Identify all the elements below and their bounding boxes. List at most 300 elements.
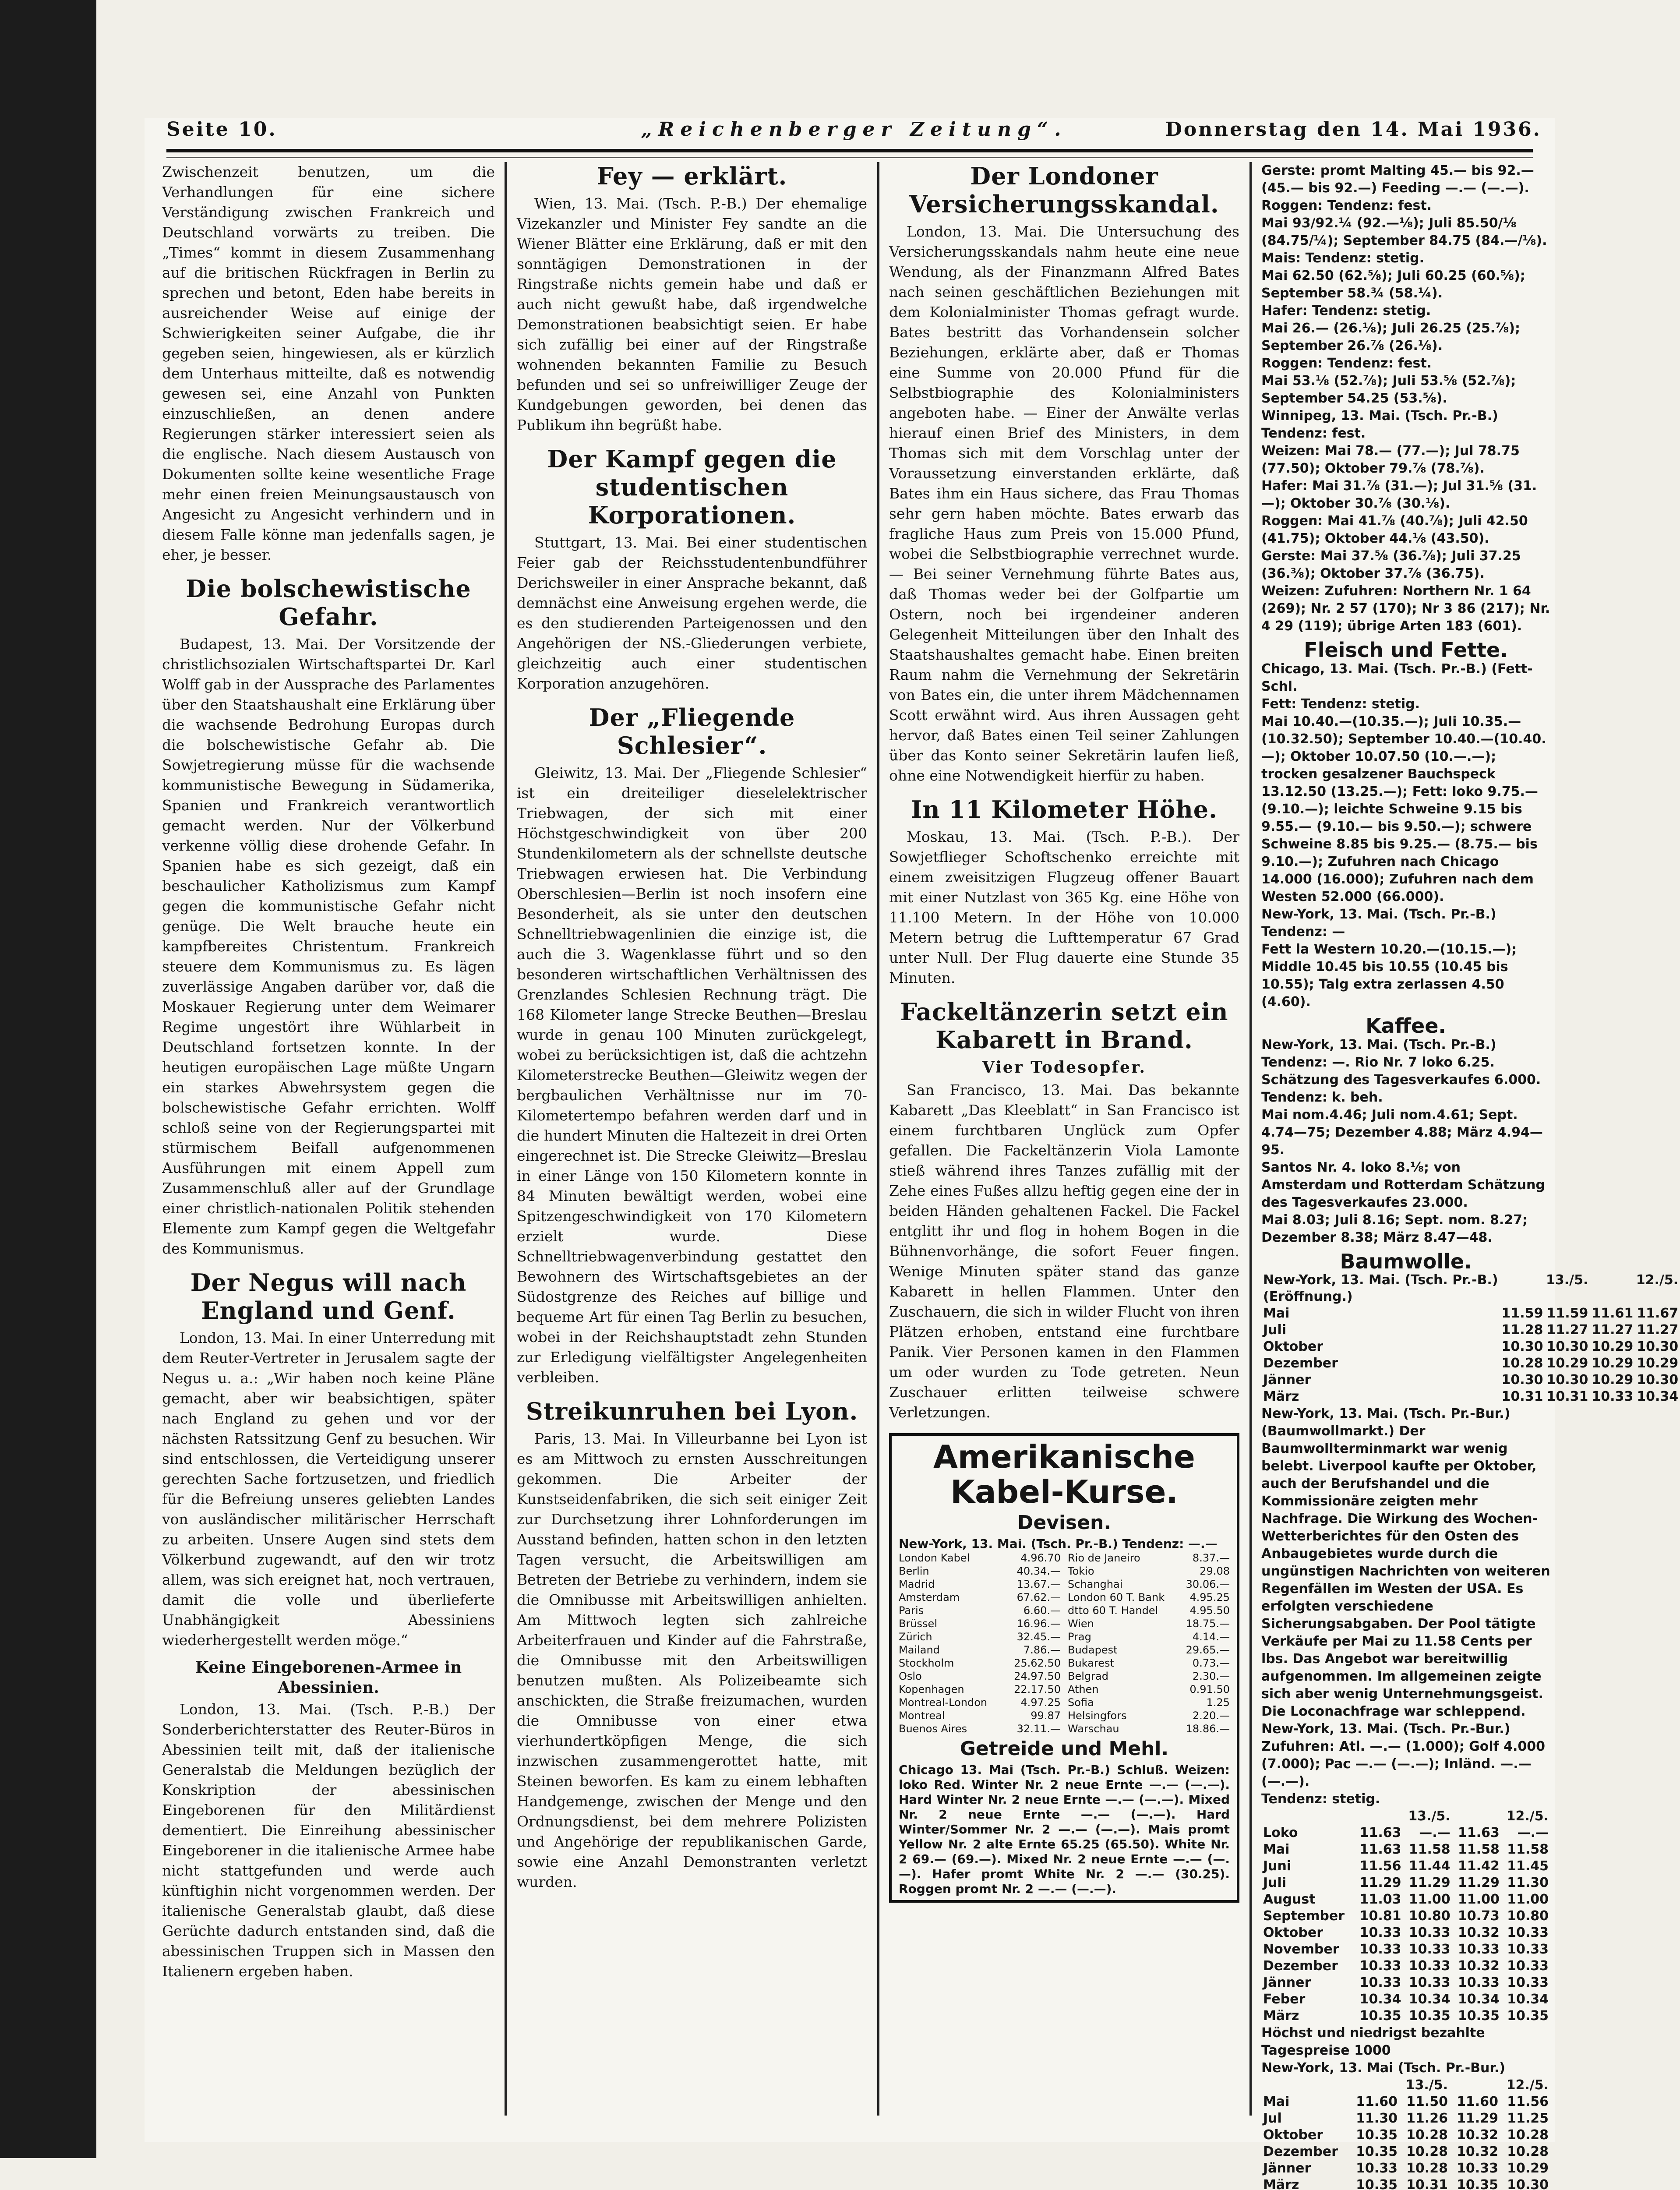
currency-rate: 40.34.— — [1016, 1565, 1061, 1577]
article-text: London, 13. Mai. Die Untersuchung des Versicherungsskandals nahm heute eine neue Wendung, als der Finanzmann Alfred Bates nach seinen geschäftlichen Beziehungen mit dem Kolonialminister Thomas gefragt wurde. Bates bestritt das Vorhandensein solcher Beziehungen, erklärte aber, daß er Thomas eine Summe von 20.000 Pfund für die Selbstbiographie des Kolonialministers angeboten habe. — Einer der Anwälte verlas hierauf einen Brief des Ministers, in dem Thomas sich mit dem Vorschlag unter der Voraussetzung einverstanden erklärte, daß Bates ihm ein Haus sichere, das Frau Thomas sehr gern haben möchte. Bates erwarb das fragliche Haus zum Preis von 15.000 Pfund, wobei die Selbstbiographie verrechnet wurde. — Bei seiner Vernehmung führte Bates aus, daß Thomas weder bei der Golfpartie um Ostern, noch bei irgendeiner anderen Gelegenheit Mitteilungen über den Inhalt des Staatshaushaltes gemacht habe. Einen breiten Raum nahm die Vernehmung der Sekretärin von Bates ein, die unter ihrem Mädchennamen Scott erwähnt wird. Aus ihren Aussagen geht hervor, daß Bates einen Teil seiner Zahlungen über das Konto seiner Sekretärin laufen ließ, ohne eine Notwendigkeit hierfür zu haben. — [889, 223, 1239, 784]
price-cell: 10.33 — [1458, 1942, 1500, 1957]
table-row — [1261, 1941, 1550, 1958]
price-cell: 10.33 — [1592, 1389, 1634, 1404]
price-cell: 10.28 — [1406, 2161, 1448, 2176]
currency-name: Montreal-London — [899, 1696, 988, 1709]
currency-row — [899, 1630, 1061, 1643]
quote-line: Mai 8.03; Juli 8.16; Sept. nom. 8.27; Dezember 8.38; März 8.47—48. — [1261, 1212, 1528, 1245]
currency-name: Amsterdam — [899, 1591, 960, 1604]
currency-row — [1068, 1683, 1230, 1696]
currency-row — [899, 1565, 1061, 1578]
price-cell: —.— — [1419, 1825, 1451, 1840]
currency-rate: 4.96.70 — [1020, 1552, 1061, 1564]
table-row — [1261, 1925, 1550, 1941]
currency-rate: 4.95.25 — [1189, 1591, 1230, 1604]
currency-row — [899, 1578, 1061, 1591]
currencies-heading: Devisen. — [1017, 1512, 1112, 1534]
quote-line: Mai 26.— (26.⅛); Juli 26.25 (25.⅞); September 26.⅞ (26.⅛). — [1261, 321, 1520, 353]
row-label: Juli — [1263, 1322, 1287, 1338]
column-2 — [517, 162, 867, 2116]
table-row — [1261, 1825, 1550, 1841]
price-cell: 11.44 — [1408, 1858, 1451, 1874]
price-cell: 11.30 — [1507, 1875, 1549, 1890]
article-text: London, 13. Mai. In einer Unterredung mit dem Reuter-Vertreter in Jerusalem sagte der Negus u. a.: „Wir haben noch keine Pläne gemacht, aber wir beabsichtigen, später nach England zu gehen und vor der nächsten Ratssitzung Genf zu besuchen. Wir sind entschlossen, die Verteidigung unserer gerechten Sache fortzusetzen, und friedlich für die Befreiung unseres geliebten Landes von ausländischer militärischer Herrschaft zu arbeiten. Unsere Augen sind stets dem Völkerbund zugewandt, auf den wir trotz allem, was sich ereignet hat, noch vertrauen, damit die volle und überlieferte Unabhängigkeit Abessiniens wiederhergestellt werden möge.“ — [162, 1329, 495, 1649]
currency-rate: 30.06.— — [1186, 1578, 1230, 1590]
table-header-row — [1261, 1272, 1680, 1289]
cotton2-rows — [1261, 1825, 1550, 2024]
price-cell: 10.31 — [1501, 1389, 1543, 1404]
row-label: Mai — [1263, 1306, 1290, 1321]
row-label: Jänner — [1263, 1975, 1311, 1990]
row-label: Juli — [1263, 1875, 1287, 1890]
table-row — [1261, 1339, 1680, 1355]
cable-rates-box — [889, 1433, 1239, 1903]
headline-negus: Der Negus will nach England und Genf. — [190, 1268, 467, 1325]
currency-name: dtto 60 T. Handel — [1068, 1604, 1158, 1617]
currency-name: Sofia — [1068, 1696, 1094, 1709]
issue-date: Donnerstag den 14. Mai 1936. — [1165, 118, 1542, 141]
price-cell: 11.30 — [1356, 2111, 1398, 2126]
price-cell: 10.34 — [1637, 1389, 1679, 1404]
price-cell: 11.60 — [1356, 2094, 1398, 2109]
table-row — [1261, 2008, 1550, 2024]
quote-line: Santos Nr. 4. loko 8.⅛; von Amsterdam und Rotterdam Schätzung des Tagesverkaufes 23.000. — [1261, 1160, 1545, 1210]
currency-rate: 29.08 — [1200, 1565, 1230, 1577]
column-1 — [162, 162, 495, 2116]
cotton-table-2 — [1261, 1808, 1550, 2024]
currency-row — [899, 1604, 1061, 1617]
market-heading-cotton: Baumwolle. — [1340, 1250, 1472, 1273]
price-cell: 10.35 — [1507, 2008, 1549, 2024]
currency-row — [899, 1709, 1061, 1722]
article-text: London, 13. Mai. (Tsch. P.-B.) Der Sonderberichterstatter des Reuter-Büros in Abessinien teilt mit, daß der italienische Generalstab die Meldungen bezüglich der Konskription der abessinischen Eingeborenen für den Militärdienst dementiert. Die Einreihung abessinischer Eingeborener in die italienische Armee habe nicht stattgefunden und werde auch künftighin nicht vorgenommen werden. Der italienische Generalstab glaubt, daß diese Gerüchte dadurch entstanden sind, daß die abessinischen Truppen sich in Massen den Italienern ergeben haben. — [162, 1701, 495, 1980]
table-header: 13./5. — [1408, 1809, 1451, 1824]
quote-line: Weizen: Zufuhren: Northern Nr. 1 64 (269); Nr. 2 57 (170); Nr 3 86 (217); Nr. 4 29 (119); übrige Arten 183 (601). — [1261, 583, 1550, 634]
currency-name: Rio de Janeiro — [1068, 1552, 1140, 1564]
quote-line: Fett: Tendenz: stetig. — [1261, 696, 1420, 712]
table-row — [1261, 1388, 1680, 1405]
price-cell: —.— — [1517, 1825, 1549, 1840]
price-cell: 10.33 — [1507, 1958, 1549, 1974]
row-label: Mai — [1263, 2094, 1290, 2109]
price-cell: 10.35 — [1356, 2144, 1398, 2159]
table-row — [1261, 1908, 1550, 1925]
row-label: März — [1263, 2008, 1299, 2024]
quote-line: Mai 53.⅛ (52.⅞); Juli 53.⅝ (52.⅞); September 54.25 (53.⅝). — [1261, 373, 1516, 406]
price-cell: 10.29 — [1507, 2161, 1549, 2176]
price-cell: 10.33 — [1408, 1958, 1451, 1974]
price-cell: 10.29 — [1637, 1356, 1679, 1371]
price-cell: 10.28 — [1406, 2127, 1448, 2143]
article-text: Paris, 13. Mai. In Villeurbanne bei Lyon ist es am Mittwoch zu ernsten Ausschreitungen gekommen. Die Arbeiter der Kunstseidenfabriken, die sich seit einiger Zeit zur Durchsetzung ihrer Lohnforderungen im Ausstand befinden, hatten schon in den letzten Tagen versucht, die Arbeitswilligen am Betreten der Betriebe zu verhindern, indem sie die Omnibusse mit Arbeitswilligen anhielten. Am Mittwoch legten sich zahlreiche Arbeiterfrauen und Kinder auf die Fahrstraße, die Omnibusse mit den Arbeitswilligen benutzen mußten. Als Polizeibeamte sich anschickten, die Straße freizumachen, wurden die Omnibusse von einer etwa vierhundertköpfigen Menge, die sich inzwischen zusammengerottet hatte, mit Steinen beworfen. Es kam zu einem lebhaften Handgemenge, zwischen der Menge und den Ordnungsdienst, bei dem mehrere Polizisten und Angehörige der republikanischen Garde, sowie eine Anzahl Demonstranten verletzt wurden. — [517, 1430, 867, 1890]
cable-rates-title: Amerikanische Kabel-Kurse. — [933, 1438, 1195, 1510]
currency-rate: 1.25 — [1206, 1696, 1230, 1709]
table-header: New-York, 13. Mai. (Tsch. Pr.-B.) — [1263, 1272, 1498, 1288]
newspaper-page — [145, 118, 1679, 2190]
headline-lyon-strike: Streikunruhen bei Lyon. — [526, 1397, 858, 1425]
price-cell: 11.29 — [1457, 2111, 1498, 2126]
price-cell: 10.35 — [1356, 2127, 1398, 2143]
subheadline-native-army: Keine Eingeborenen-Armee in Abessinien. — [195, 1658, 462, 1697]
quote-line: Gerste: promt Malting 45.— bis 92.— (45.— bis 92.—) Feeding —.— (—.—). — [1261, 163, 1534, 196]
price-cell: 10.34 — [1359, 1992, 1401, 2007]
currency-row — [899, 1591, 1061, 1604]
price-cell: 10.33 — [1359, 1942, 1401, 1957]
table-row — [1261, 1305, 1680, 1322]
article-text: San Francisco, 13. Mai. Das bekannte Kabarett „Das Kleeblatt“ in San Francisco ist einem furchtbaren Unglück zum Opfer gefallen. Die Fackeltänzerin Viola Lamonte stieß während ihres Tanzes zufällig mit der Zehe eines Fußes allzu heftig gegen eine der in beiden Händen gehaltenen Fackel. Die Fackel entglitt ihr und flog in hohem Bogen in die Bühnenvorhänge, die sofort Feuer fingen. Wenige Minuten später stand das ganze Kabarett in hellen Flammen. Unter den Zuschauern, die sich in wilder Flucht von ihren Plätzen erhoben, entstand eine furchtbare Panik. Vier Personen kamen in den Flammen um oder wurden zu Tode getreten. Neun Zuschauer erlitten teilweise schwere Verletzungen. — [889, 1081, 1239, 1421]
high-low-title: Höchst und niedrigst bezahlte Tagespreise 1000 — [1261, 2025, 1485, 2058]
article-text: Stuttgart, 13. Mai. Bei einer studentischen Feier gab der Reichsstudentenbundführer Derichsweiler in einer Ansprache bekannt, daß demnächst eine Anweisung ergehen werde, die es den studierenden Parteigenossen und den Angehörigen der NS.-Gliederungen verbiete, gleichzeitig auch einer studentischen Korporation anzugehören. — [517, 534, 867, 692]
price-cell: 11.56 — [1359, 1858, 1401, 1874]
currency-row — [1068, 1551, 1230, 1565]
quote-line: Tendenz: fest. — [1261, 426, 1366, 441]
table-row — [1261, 1975, 1550, 1991]
currency-name: Tokio — [1068, 1565, 1094, 1577]
price-cell: 10.34 — [1507, 1992, 1549, 2007]
quote-line: Mai nom.4.46; Juli nom.4.61; Sept. 4.74—75; Dezember 4.88; März 4.94—95. — [1261, 1107, 1543, 1158]
price-cell: 11.59 — [1546, 1306, 1588, 1321]
price-cell: 11.60 — [1457, 2094, 1498, 2109]
price-cell: 10.32 — [1457, 2144, 1498, 2159]
price-cell: 11.26 — [1406, 2111, 1448, 2126]
column-divider — [877, 162, 879, 2116]
price-cell: 10.29 — [1592, 1356, 1634, 1371]
currency-row — [1068, 1709, 1230, 1722]
price-cell: 11.63 — [1458, 1825, 1500, 1840]
quote-line: Weizen: Mai 78.— (77.—); Jul 78.75 (77.50); Oktober 79.⅞ (78.⅞). — [1261, 443, 1520, 476]
headline-cabaret-fire: Fackeltänzerin setzt ein Kabarett in Brand. — [900, 998, 1228, 1054]
currency-rate: 32.45.— — [1016, 1631, 1061, 1643]
table-header: 12./5. — [1506, 2077, 1549, 2093]
price-cell: 11.58 — [1507, 1842, 1549, 1857]
row-label: März — [1263, 2177, 1299, 2190]
price-cell: 10.73 — [1458, 1908, 1500, 1924]
price-cell: 10.29 — [1546, 1356, 1588, 1371]
currencies-header-line: New-York, 13. Mai. (Tsch. Pr.-B.) Tendenz: —.— — [899, 1537, 1218, 1551]
quote-line: Mai 93/92.¼ (92.—⅛); Juli 85.50/⅛ (84.75/¼); September 84.75 (84.—/⅛). — [1261, 215, 1547, 248]
price-cell: 10.35 — [1458, 2008, 1500, 2024]
market-heading-meat: Fleisch und Fette. — [1304, 638, 1508, 662]
currency-row — [899, 1643, 1061, 1657]
headline-fey: Fey — erklärt. — [596, 162, 787, 190]
price-cell: 10.30 — [1507, 2177, 1549, 2190]
row-label: November — [1263, 1942, 1339, 1957]
currency-rate: 13.67.— — [1016, 1578, 1061, 1590]
quote-line: New-York, 13. Mai. (Tsch. Pr.-B.) — [1261, 907, 1496, 922]
price-cell: 11.42 — [1458, 1858, 1500, 1874]
row-label: Dezember — [1263, 1958, 1338, 1974]
price-cell: 10.34 — [1408, 1992, 1451, 2007]
table-row — [1261, 2127, 1550, 2144]
table-row — [1261, 1875, 1550, 1891]
high-low-table — [1261, 2077, 1550, 2190]
price-cell: 11.45 — [1507, 1858, 1549, 1874]
price-cell: 11.63 — [1359, 1825, 1401, 1840]
table-subheader: (Eröffnung.) — [1263, 1289, 1353, 1304]
currency-row — [899, 1696, 1061, 1709]
table-row — [1261, 2144, 1550, 2160]
row-label: März — [1263, 1389, 1299, 1404]
price-cell: 11.67 — [1637, 1306, 1679, 1321]
price-cell: 10.30 — [1637, 1339, 1679, 1354]
price-cell: 11.29 — [1458, 1875, 1500, 1890]
currency-rate: 4.14.— — [1192, 1631, 1230, 1643]
cotton2-header: New-York, 13. Mai. (Tsch. Pr.-Bur.) — [1261, 1721, 1511, 1737]
price-cell: 10.33 — [1408, 1975, 1451, 1990]
currency-row — [1068, 1565, 1230, 1578]
currency-name: Zürich — [899, 1631, 932, 1643]
currency-name: Brüssel — [899, 1618, 937, 1630]
price-cell: 10.32 — [1458, 1925, 1500, 1940]
currency-row — [1068, 1591, 1230, 1604]
currency-row — [1068, 1643, 1230, 1657]
currency-name: Bukarest — [1068, 1657, 1114, 1669]
price-cell: 11.27 — [1546, 1322, 1588, 1338]
price-cell: 11.28 — [1501, 1322, 1543, 1338]
meat-quotes — [1261, 661, 1550, 1011]
quote-line: Winnipeg, 13. Mai. (Tsch. Pr.-B.) — [1261, 408, 1498, 424]
table-row — [1261, 1958, 1550, 1975]
quote-line: Mai 62.50 (62.⅝); Juli 60.25 (60.⅝); September 58.¾ (58.¼). — [1261, 268, 1525, 301]
row-label: Dezember — [1263, 1356, 1338, 1371]
row-label: August — [1263, 1892, 1316, 1907]
high-low-rows — [1261, 2094, 1550, 2190]
grain-heading: Getreide und Mehl. — [960, 1738, 1169, 1760]
price-cell: 10.33 — [1507, 1942, 1549, 1957]
table-row — [1261, 2094, 1550, 2110]
quote-line: Mais: Tendenz: stetig. — [1261, 251, 1424, 266]
headline-flying-silesian: Der „Fliegende Schlesier“. — [589, 703, 795, 759]
currency-row — [1068, 1696, 1230, 1709]
price-cell: 11.29 — [1359, 1875, 1401, 1890]
row-label: Oktober — [1263, 1925, 1324, 1940]
currency-row — [899, 1722, 1061, 1735]
price-cell: 10.28 — [1507, 2127, 1549, 2143]
currency-name: London 60 T. Bank — [1068, 1591, 1165, 1604]
price-cell: 10.35 — [1356, 2177, 1398, 2190]
row-label: Jänner — [1263, 1372, 1311, 1388]
quote-line: Chicago, 13. Mai. (Tsch. Pr.-B.) (Fett-Schl. — [1261, 661, 1533, 694]
currency-row — [899, 1617, 1061, 1630]
currency-rate: 24.97.50 — [1014, 1670, 1061, 1682]
row-label: Loko — [1263, 1825, 1298, 1840]
currency-row — [1068, 1722, 1230, 1735]
currency-rate: 2.20.— — [1192, 1710, 1230, 1722]
price-cell: 10.30 — [1637, 1372, 1679, 1388]
currency-rate: 16.96.— — [1016, 1618, 1061, 1630]
grain-text: Chicago 13. Mai (Tsch. Pr.-B.) Schluß. Weizen: loko Red. Winter Nr. 2 neue Ernte —.— (—.—). Hard Winter Nr. 2 neue Ernte —.— (—.—). Mixed Nr. 2 neue Ernte —.— (—.—). Hard Winter/Sommer Nr. 2 —.— (—.—). Mais promt Yellow Nr. 2 alte Ernte 65.25 (65.50). White Nr. 2 69.— (69.—). Mixed Nr. 2 neue Ernte —.— (—.—). Hafer promt White Nr. 2 —.— (30.25). Roggen promt Nr. 2 —.— (—.—). — [899, 1763, 1230, 1896]
price-cell: 11.25 — [1507, 2111, 1549, 2126]
currency-name: Kopenhagen — [899, 1683, 964, 1695]
currency-name: Madrid — [899, 1578, 935, 1590]
currency-table — [899, 1551, 1230, 1735]
row-label: Oktober — [1263, 1339, 1324, 1354]
price-cell: 10.33 — [1408, 1942, 1451, 1957]
subheadline-victims: Vier Todesopfer. — [982, 1058, 1147, 1077]
row-label: Juni — [1263, 1858, 1292, 1874]
grain-quotes — [1261, 162, 1550, 407]
currency-rate: 4.97.25 — [1020, 1696, 1061, 1709]
currency-row — [1068, 1604, 1230, 1617]
price-cell: 11.50 — [1406, 2094, 1448, 2109]
cotton-rows — [1261, 1305, 1680, 1405]
currency-name: Schanghai — [1068, 1578, 1123, 1590]
currency-row — [899, 1670, 1061, 1683]
price-cell: 10.33 — [1356, 2161, 1398, 2176]
currency-rate: 18.86.— — [1186, 1723, 1230, 1735]
currency-rate: 99.87 — [1031, 1710, 1061, 1722]
currency-rate: 7.86.— — [1023, 1644, 1061, 1656]
article-text: Wien, 13. Mai. (Tsch. P.-B.) Der ehemalige Vizekanzler und Minister Fey sandte an die Wiener Blätter eine Erklärung, daß er mit den sonntägigen Demonstrationen in der Ringstraße nichts gemein habe und daß er auch nicht gewußt habe, daß irgendwelche Demonstrationen beabsichtigt seien. Er habe sich zufällig bei einer auf der Ringstraße wohnenden bekannten Familie zu Besuch befunden und sei so unfreiwilliger Zeuge der Kundgebungen geworden, bei denen das Publikum ihn begrüßt habe. — [517, 195, 867, 434]
price-cell: 10.30 — [1546, 1372, 1588, 1388]
currency-rate: 2.30.— — [1192, 1670, 1230, 1682]
price-cell: 10.32 — [1457, 2127, 1498, 2143]
quote-line: Tendenz: — — [1261, 924, 1345, 940]
quote-line: Gerste: Mai 37.⅝ (36.⅞); Juli 37.25 (36.⅜); Oktober 37.⅞ (36.75). — [1261, 548, 1521, 581]
price-cell: 10.33 — [1408, 1925, 1451, 1940]
headline-altitude: In 11 Kilometer Höhe. — [911, 795, 1218, 823]
price-cell: 10.32 — [1458, 1958, 1500, 1974]
price-cell: 11.59 — [1501, 1306, 1543, 1321]
quote-line: Tendenz: —. Rio Nr. 7 loko 6.25. Schätzung des Tagesverkaufes 6.000. Tendenz: k. beh. — [1261, 1055, 1541, 1105]
price-cell: 10.30 — [1501, 1372, 1543, 1388]
quote-line: Roggen: Mai 41.⅞ (40.⅞); Juli 42.50 (41.75); Oktober 44.⅛ (43.50). — [1261, 513, 1528, 546]
headline-student-corporations: Der Kampf gegen die studentischen Korporationen. — [547, 445, 837, 529]
price-cell: 10.33 — [1457, 2161, 1498, 2176]
currency-rate: 8.37.— — [1192, 1552, 1230, 1564]
currency-rate: 25.62.50 — [1014, 1657, 1061, 1669]
currency-name: Helsingfors — [1068, 1710, 1127, 1722]
currency-row — [1068, 1617, 1230, 1630]
currency-name: Stockholm — [899, 1657, 954, 1669]
quote-line: Roggen: Tendenz: fest. — [1261, 356, 1432, 371]
currency-row — [1068, 1630, 1230, 1643]
currency-rate: 0.73.— — [1192, 1657, 1230, 1669]
quote-line: Zufuhren: Atl. —.— (1.000); Golf 4.000 (7.000); Pac —.— (—.—); Inländ. —.— (—.—). — [1261, 1739, 1546, 1789]
price-cell: 10.31 — [1406, 2177, 1448, 2190]
currency-row — [899, 1551, 1061, 1565]
price-cell: 10.30 — [1501, 1339, 1543, 1354]
price-cell: 11.29 — [1408, 1875, 1451, 1890]
currency-name: London Kabel — [899, 1552, 970, 1564]
row-label: Oktober — [1263, 2127, 1324, 2143]
cotton-report: New-York, 13. Mai. (Tsch. Pr.-Bur.) (Baumwollmarkt.) Der Baumwollterminmarkt war wenig belebt. Liverpool kaufte per Oktober, auch der Berufshandel und die Kommissionäre zeigten mehr Nachfrage. Die Wirkung des Wochen-Wetterberichtes für den Osten des Anbaugebietes wurde durch die ungünstigen Nachrichten von weiteren Regenfällen im Westen der USA. Es erfolgten verschiedene Sicherungsabgaben. Der Pool tätigte Verkäufe per Mai zu 11.58 Cents per lbs. Das Angebot war bereitwillig aufgenommen. Im allgemeinen zeigte sich aber wenig Unternehmungsgeist. Die Loconachfrage war schleppend. — [1261, 1406, 1550, 1719]
price-cell: 10.29 — [1592, 1339, 1634, 1354]
article-text: Moskau, 13. Mai. (Tsch. P.-B.). Der Sowjetflieger Schoftschenko erreichte mit einem zweisitzigen Flugzeug offener Bauart mit einer Nutzlast von 365 Kg. eine Höhe von 11.100 Metern. In der Höhe von 10.000 Metern betrug die Lufttemperatur 67 Grad unter Null. Der Flug dauerte eine Stunde 35 Minuten. — [889, 828, 1239, 986]
price-cell: 10.33 — [1359, 1925, 1401, 1940]
table-header: 12./5. — [1506, 1809, 1549, 1824]
price-cell: 10.30 — [1546, 1339, 1588, 1354]
price-cell: 11.00 — [1458, 1892, 1500, 1907]
price-cell: 10.35 — [1457, 2177, 1498, 2190]
quote-line: Mai 10.40.—(10.35.—); Juli 10.35.—(10.32.50); September 10.40.—(10.40.—); Oktober 10.07.50 (10.—.—); trocken gesalzener Bauchspeck 13.12.50 (13.25.—); Fett: loko 9.75.— (9.10.—); leichte Schweine 9.15 bis 9.55.— (9.10.— bis 9.50.—); schwere Schweine 8.85 bis 9.25.— (8.75.— bis 9.10.—); Zufuhren nach Chicago 14.000 (16.000); Zufuhren nach dem Westen 52.000 (66.000). — [1261, 714, 1546, 904]
winnipeg-quotes — [1261, 407, 1550, 635]
price-cell: 11.58 — [1458, 1842, 1500, 1857]
price-cell: 10.33 — [1507, 1925, 1549, 1940]
table-row — [1261, 2160, 1550, 2177]
currency-rate: 18.75.— — [1186, 1618, 1230, 1630]
currency-rate: 32.11.— — [1016, 1723, 1061, 1735]
price-cell: 11.61 — [1592, 1306, 1634, 1321]
price-cell: 10.34 — [1458, 1992, 1500, 2007]
currency-name: Warschau — [1068, 1723, 1119, 1735]
currency-name: Mailand — [899, 1644, 940, 1656]
article-text: Budapest, 13. Mai. Der Vorsitzende der christlichsozialen Wirtschaftspartei Dr. Karl Wolff gab in der Aussprache des Parlamentes über den Staatshaushalt eine Erklärung über die wachsende Bedrohung Europas durch die bolschewistische Gefahr ab. Die Sowjetregierung müsse für die wachsende kommunistische Bewegung in Südamerika, Spanien und Frankreich verantwortlich gemacht werden. Nur der Völkerbund verkenne völlig diese drohende Gefahr. In Spanien habe es sich gezeigt, daß ein beschaulicher Katholizismus zum Kampf gegen die kommunistische Gefahr nicht genüge. Die Welt brauche heute ein kampfbereites Christentum. Frankreich steuere dem Kommunismus zu. Es lägen zuverlässige Angaben darüber vor, daß die Moskauer Regierung unter dem Weimarer Regime ungestört ihre Wühlarbeit in Deutschland fortsetzen konnte. In der heutigen europäischen Lage müßte Ungarn ein starkes Abwehrsystem gegen die bolschewistische Gefahr errichten. Wolff schloß seine von der Regierungspartei mit stürmischem Beifall aufgenommenen Ausführungen mit einem Appell zum Zusammenschluß aller auf der Grundlage einer christlich-nationalen Politik stehenden Elemente zum Kampf gegen die Weltgefahr des Kommunismus. — [162, 636, 495, 1257]
price-cell: 11.56 — [1507, 2094, 1549, 2109]
price-cell: 10.28 — [1406, 2144, 1448, 2159]
currency-row — [1068, 1578, 1230, 1591]
table-row — [1261, 1372, 1680, 1388]
currency-rate: 4.95.50 — [1189, 1604, 1230, 1617]
column-divider — [505, 162, 507, 2116]
high-low-header: New-York, 13. Mai (Tsch. Pr.-Bur.) — [1261, 2060, 1506, 2076]
currency-row — [1068, 1670, 1230, 1683]
price-cell: 10.31 — [1546, 1389, 1588, 1404]
newspaper-title: „Reichenberger Zeitung“. — [641, 118, 1067, 141]
currency-name: Prag — [1068, 1631, 1091, 1643]
market-heading-coffee: Kaffee. — [1366, 1014, 1446, 1038]
price-cell: 10.35 — [1408, 2008, 1451, 2024]
article-text: Gleiwitz, 13. Mai. Der „Fliegende Schlesier“ ist ein dreiteiliger dieselelektrischer Triebwagen, der sich mit einer Höchstgeschwindigkeit von über 200 Stundenkilometern als der schnellste deutsche Triebwagen erwiesen hat. Die Verbindung Oberschlesien—Berlin ist noch insofern eine Besonderheit, als sie unter den deutschen Schnelltriebwagenlinien die einzige ist, die auch die 3. Wagenklasse führt und so den besonderen wirtschaftlichen Verhältnissen des Grenzlandes Schlesien Rechnung trägt. Die 168 Kilometer lange Strecke Beuthen—Breslau wurde in genau 100 Minuten zurückgelegt, wobei zu berücksichtigen ist, daß die achtzehn Kilometerstrecke Beuthen—Gleiwitz wegen der bergbaulichen Verhältnisse nur im 70-Kilometertempo befahren werden darf und in die hundert Minuten die Haltezeit in drei Orten eingerechnet ist. Die Strecke Gleiwitz—Breslau in einer Länge von 150 Kilometern konnte in 84 Minuten bewältigt werden, wobei eine Spitzengeschwindigkeit von 170 Kilometern erzielt wurde. Diese Schnelltriebwagenverbindung gestattet den Bewohnern des Wirtschaftsgebietes an der Südostgrenze des Reiches auf billige und bequeme Art für einen Tag Berlin zu besuchen, wobei in der Reichshauptstadt zehn Stunden zur Erledigung vielfältigster Angelegenheiten verbleiben. — [517, 764, 867, 1386]
headline-insurance-scandal: Der Londoner Versicherungsskandal. — [909, 162, 1219, 218]
currency-row — [899, 1657, 1061, 1670]
currency-rate: 22.17.50 — [1014, 1683, 1061, 1695]
table-row — [1261, 1322, 1680, 1339]
price-cell: 11.27 — [1592, 1322, 1634, 1338]
page-header — [166, 118, 1542, 145]
quote-line: New-York, 13. Mai. (Tsch. Pr.-B.) — [1261, 1037, 1496, 1053]
cotton2-lines — [1261, 1738, 1550, 1808]
header-rule — [166, 149, 1533, 158]
price-cell: 11.00 — [1507, 1892, 1549, 1907]
row-label: September — [1263, 1908, 1345, 1924]
page-number: Seite 10. — [166, 118, 277, 141]
price-cell: 10.33 — [1458, 1975, 1500, 1990]
currency-rate: 29.65.— — [1186, 1644, 1230, 1656]
row-label: Dezember — [1263, 2144, 1338, 2159]
price-cell: 10.33 — [1507, 1975, 1549, 1990]
currency-name: Budapest — [1068, 1644, 1118, 1656]
table-row — [1261, 1991, 1550, 2008]
table-row — [1261, 1355, 1680, 1372]
row-label: Feber — [1263, 1992, 1306, 2007]
currency-name: Buenos Aires — [899, 1723, 967, 1735]
price-cell: 11.58 — [1408, 1842, 1451, 1857]
currency-row — [1068, 1657, 1230, 1670]
table-header: 13./5. — [1405, 2077, 1448, 2093]
quote-line: Hafer: Mai 31.⅞ (31.—); Jul 31.⅝ (31.—); Oktober 30.⅞ (30.⅛). — [1261, 478, 1537, 511]
table-row — [1261, 1858, 1550, 1875]
price-cell: 10.81 — [1359, 1908, 1401, 1924]
price-cell: 10.28 — [1501, 1356, 1543, 1371]
quote-line: Tendenz: stetig. — [1261, 1791, 1380, 1807]
quote-line: Hafer: Tendenz: stetig. — [1261, 303, 1431, 318]
column-4-markets — [1261, 162, 1679, 2190]
price-cell: 10.28 — [1507, 2144, 1549, 2159]
currency-rate: 0.91.50 — [1189, 1683, 1230, 1695]
price-cell: 11.63 — [1359, 1842, 1401, 1857]
quote-line: Roggen: Tendenz: fest. — [1261, 198, 1432, 213]
table-row — [1261, 2177, 1550, 2190]
row-label: Jänner — [1263, 2161, 1311, 2176]
coffee-quotes — [1261, 1036, 1550, 1247]
table-row — [1261, 2110, 1550, 2127]
currency-name: Montreal — [899, 1710, 945, 1722]
price-cell: 10.29 — [1592, 1372, 1634, 1388]
price-cell: 11.27 — [1637, 1322, 1679, 1338]
currency-name: Paris — [899, 1604, 924, 1617]
table-header: 13./5. — [1546, 1272, 1588, 1288]
